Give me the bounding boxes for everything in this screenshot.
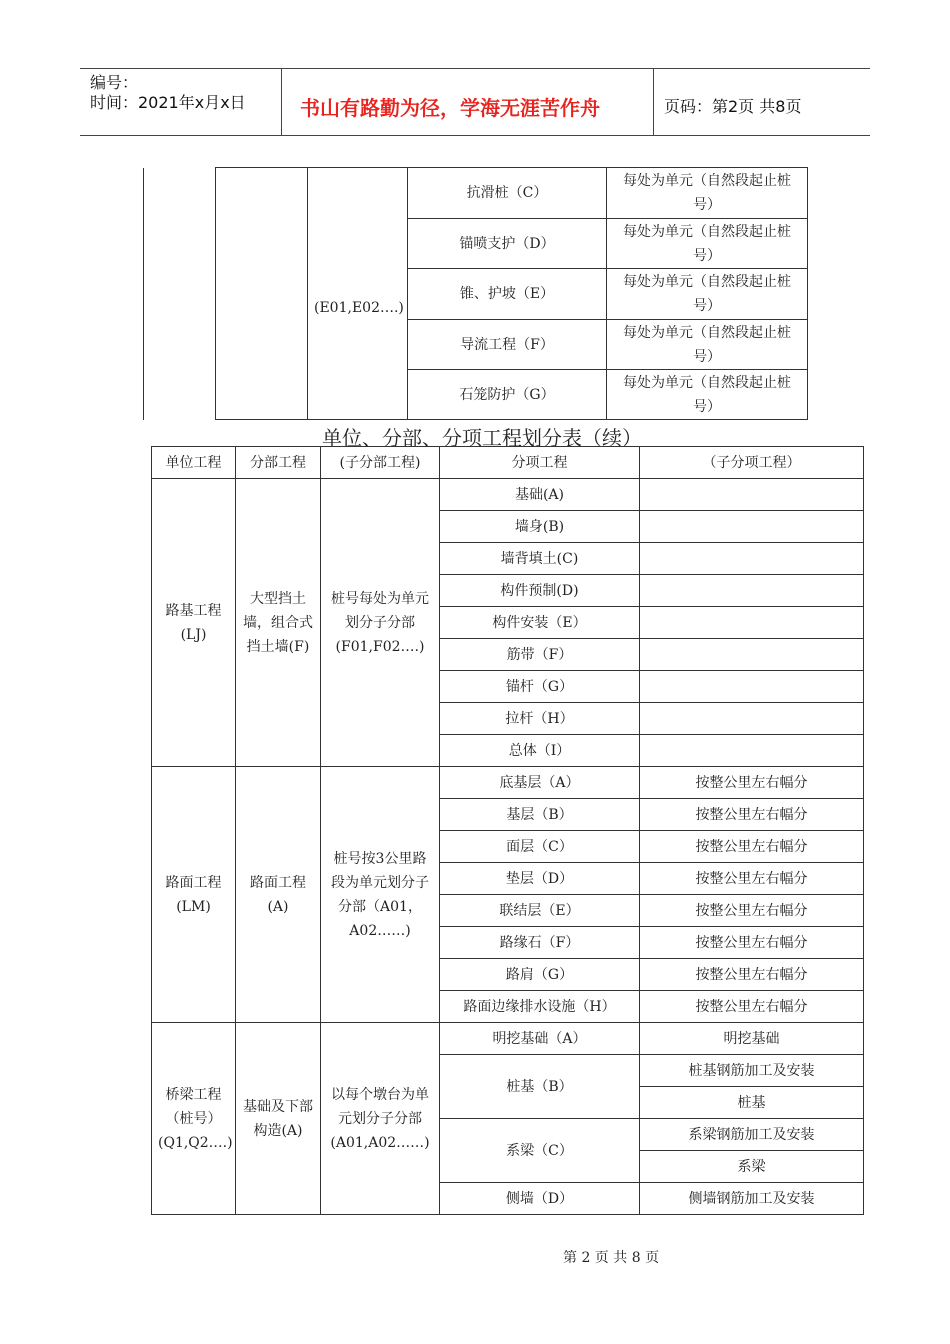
part-cell: 路面工程(A) (236, 767, 321, 1023)
sub-item-cell: 明挖基础 (640, 1023, 864, 1055)
item-cell: 桩基（B） (440, 1055, 640, 1119)
header-divider-right (653, 68, 654, 136)
top-part-cell (216, 168, 308, 420)
sub-item-cell (640, 511, 864, 543)
sub-item-cell: 按整公里左右幅分 (640, 863, 864, 895)
sub-item-cell: 按整公里左右幅分 (640, 991, 864, 1023)
sub-item-cell: 系梁 (640, 1151, 864, 1183)
sub-item-cell (640, 607, 864, 639)
header-unit: 单位工程 (152, 447, 236, 479)
header-divider-left (281, 68, 282, 136)
item-cell: 垫层（D） (440, 863, 640, 895)
item-cell: 系梁（C） (440, 1119, 640, 1183)
item-cell: 墙身(B) (440, 511, 640, 543)
item-cell: 总体（I） (440, 735, 640, 767)
sub-item-cell (640, 703, 864, 735)
sub-item-cell (640, 639, 864, 671)
item-cell: 路面边缘排水设施（H） (440, 991, 640, 1023)
top-item-cell: 石笼防护（G） (408, 370, 607, 420)
sub-item-cell: 桩基钢筋加工及安装 (640, 1055, 864, 1087)
item-cell: 构件安装（E） (440, 607, 640, 639)
header-sub-item: （子分项工程） (640, 447, 864, 479)
page-footer: 第 2 页 共 8 页 (563, 1250, 660, 1266)
item-cell: 构件预制(D) (440, 575, 640, 607)
sub-item-cell: 按整公里左右幅分 (640, 799, 864, 831)
item-cell: 基层（B） (440, 799, 640, 831)
header-top-border (80, 68, 870, 69)
item-cell: 拉杆（H） (440, 703, 640, 735)
main-table (151, 446, 864, 1215)
unit-cell: 路面工程(LM) (152, 767, 236, 1023)
sub-item-cell (640, 671, 864, 703)
top-item-cell: 锥、护坡（E） (408, 269, 607, 320)
item-cell: 底基层（A） (440, 767, 640, 799)
sub-item-cell (640, 479, 864, 511)
top-note-cell: 每处为单元（自然段起止桩号） (607, 219, 808, 269)
item-cell: 明挖基础（A） (440, 1023, 640, 1055)
sub-item-cell (640, 543, 864, 575)
top-item-cell: 锚喷支护（D） (408, 219, 607, 269)
sub-part-cell: 桩号按3公里路段为单元划分子分部（A01，A02……) (321, 767, 440, 1023)
top-note-cell: 每处为单元（自然段起止桩号） (607, 320, 808, 370)
header-part: 分部工程 (236, 447, 321, 479)
top-sub-part-cell: (E01,E02….) (308, 168, 408, 420)
top-note-cell: 每处为单元（自然段起止桩号） (607, 269, 808, 320)
sub-item-cell: 按整公里左右幅分 (640, 767, 864, 799)
top-item-cell: 导流工程（F） (408, 320, 607, 370)
unit-cell: 桥梁工程（桩号）(Q1,Q2….) (152, 1023, 236, 1215)
part-cell: 大型挡土墙，组合式挡土墙(F) (236, 479, 321, 767)
time-label: 时间：2021年x月x日 (90, 93, 246, 112)
sub-item-cell (640, 575, 864, 607)
item-cell: 墙背填土(C) (440, 543, 640, 575)
header-sub-part: (子分部工程) (321, 447, 440, 479)
sub-item-cell: 按整公里左右幅分 (640, 831, 864, 863)
item-cell: 筋带（F） (440, 639, 640, 671)
page-label: 页码：第2页 共8页 (664, 97, 802, 116)
header-motto: 书山有路勤为径，学海无涯苦作舟 (300, 96, 600, 120)
serial-label: 编号： (90, 73, 139, 92)
sub-item-cell: 按整公里左右幅分 (640, 895, 864, 927)
item-cell: 联结层（E） (440, 895, 640, 927)
item-cell: 锚杆（G） (440, 671, 640, 703)
unit-cell: 路基工程(LJ) (152, 479, 236, 767)
sub-item-cell: 侧墙钢筋加工及安装 (640, 1183, 864, 1215)
top-note-cell: 每处为单元（自然段起止桩号） (607, 168, 808, 219)
sub-item-cell: 按整公里左右幅分 (640, 959, 864, 991)
top-table (143, 167, 808, 420)
header-item: 分项工程 (440, 447, 640, 479)
sub-part-cell: 以每个墩台为单元划分子分部(A01,A02……) (321, 1023, 440, 1215)
item-cell: 面层（C） (440, 831, 640, 863)
item-cell: 路肩（G） (440, 959, 640, 991)
item-cell: 路缘石（F） (440, 927, 640, 959)
top-note-cell: 每处为单元（自然段起止桩号） (607, 370, 808, 420)
part-cell: 基础及下部构造(A) (236, 1023, 321, 1215)
sub-item-cell (640, 735, 864, 767)
sub-item-cell: 桩基 (640, 1087, 864, 1119)
top-item-cell: 抗滑桩（C） (408, 168, 607, 219)
header-bottom-border (80, 135, 870, 136)
item-cell: 侧墙（D） (440, 1183, 640, 1215)
item-cell: 基础(A) (440, 479, 640, 511)
top-unit-cell (144, 168, 216, 420)
sub-item-cell: 系梁钢筋加工及安装 (640, 1119, 864, 1151)
sub-part-cell: 桩号每处为单元划分子分部(F01,F02….) (321, 479, 440, 767)
sub-item-cell: 按整公里左右幅分 (640, 927, 864, 959)
table-caption: 单位、分部、分项工程划分表（续） (322, 426, 642, 450)
